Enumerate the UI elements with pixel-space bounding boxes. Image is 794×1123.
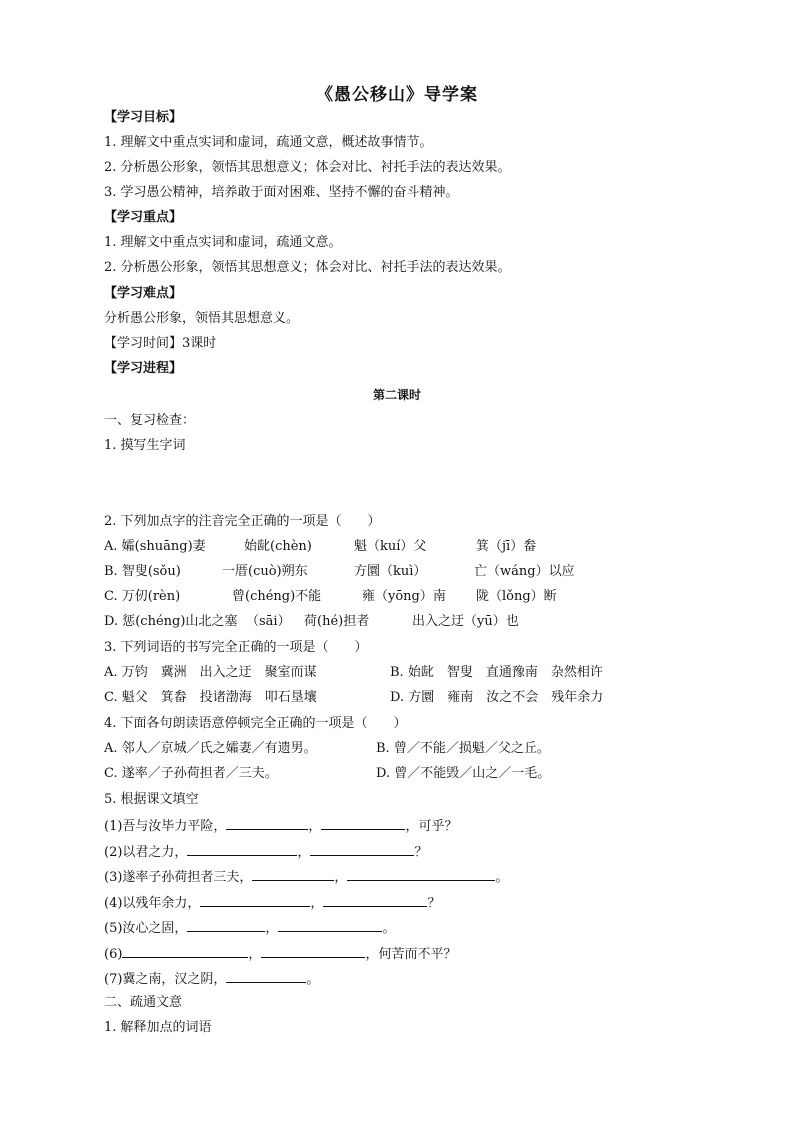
fill-prefix: (5)汝心之固， <box>104 921 188 936</box>
q2-option-d-3: 荷(hé)担者 <box>304 614 370 629</box>
fill-blank[interactable] <box>323 892 427 907</box>
difficulties-text: 分析愚公形象，领悟其思想意义。 <box>104 311 300 326</box>
fill-mid: ， <box>297 845 311 860</box>
key-point-item: 2. 分析愚公形象，领悟其思想意义；体会对比、衬托手法的表达效果。 <box>104 260 511 275</box>
q2-option-a-1: A. 孀(shuāng)妻 <box>104 539 206 554</box>
fill-suffix: 。 <box>306 972 320 987</box>
q3-option-b: B. 始龀 智叟 直通豫南 杂然相许 <box>390 665 603 680</box>
fill-blank[interactable] <box>310 841 414 856</box>
fill-line-3 <box>104 866 508 886</box>
study-time: 【学习时间】3课时 <box>104 336 217 351</box>
difficulties-heading: 【学习难点】 <box>104 286 183 301</box>
q2-option-c-2: 曾(chéng)不能 <box>232 589 322 604</box>
key-point-item: 1. 理解文中重点实词和虚词，疏通文意。 <box>104 235 342 250</box>
fill-suffix: ？ <box>414 845 428 860</box>
fill-prefix: (4)以残年余力， <box>104 896 201 911</box>
fill-line-7 <box>104 968 319 988</box>
part2-question-1: 1. 解释加点的词语 <box>104 1020 212 1035</box>
q2-option-c-3: 雍（yōng）南 <box>362 589 446 604</box>
q4-option-d: D. 曾／不能毁／山之／一毛。 <box>376 766 551 781</box>
q4-option-b: B. 曾／不能／损魁／父之丘。 <box>376 741 550 756</box>
fill-prefix: (3)遂率子孙荷担者三夫， <box>104 870 253 885</box>
part1-heading: 一、复习检查： <box>104 413 196 428</box>
objective-item: 2. 分析愚公形象，领悟其思想意义；体会对比、衬托手法的表达效果。 <box>104 160 511 175</box>
fill-blank[interactable] <box>122 943 248 958</box>
fill-line-6 <box>104 943 456 963</box>
fill-suffix: ，何苦而不平？ <box>365 947 457 962</box>
question-2-stem: 2. 下列加点字的注音完全正确的一项是（ ） <box>104 514 381 529</box>
fill-line-4 <box>104 892 440 912</box>
fill-suffix: 。 <box>382 921 396 936</box>
fill-suffix: ，可乎？ <box>405 819 458 834</box>
question-4-stem: 4. 下面各句朗读语意停顿完全正确的一项是（ ） <box>104 716 407 731</box>
fill-suffix: 。 <box>495 870 509 885</box>
process-heading: 【学习进程】 <box>104 361 183 376</box>
question-3-stem: 3. 下列词语的书写完全正确的一项是（ ） <box>104 640 368 655</box>
fill-mid: ， <box>310 896 324 911</box>
q3-option-a: A. 万钧 冀洲 出入之迂 聚室而谋 <box>104 665 317 680</box>
q2-option-a-4: 箕（jī）畚 <box>476 539 537 554</box>
question-1: 1. 摸写生字词 <box>104 438 186 453</box>
objectives-heading: 【学习目标】 <box>104 110 183 125</box>
fill-blank[interactable] <box>261 943 365 958</box>
objective-item: 1. 理解文中重点实词和虚词，疏通文意，概述故事情节。 <box>104 135 433 150</box>
page-title: 《愚公移山》导学案 <box>316 85 478 105</box>
fill-blank[interactable] <box>226 815 308 830</box>
fill-prefix: (6) <box>104 947 123 962</box>
q2-option-a-3: 魁（kuí）父 <box>354 539 427 554</box>
objective-item: 3. 学习愚公精神，培养敢于面对困难、坚持不懈的奋斗精神。 <box>104 185 459 200</box>
q2-option-b-1: B. 智叟(sǒu) <box>104 564 181 579</box>
fill-mid: ， <box>308 819 322 834</box>
part2-heading: 二、疏通文意 <box>104 995 183 1010</box>
q3-option-c: C. 魁父 箕畚 投诸渤海 叩石垦壤 <box>104 690 317 705</box>
fill-blank[interactable] <box>278 917 382 932</box>
q2-option-a-2: 始龀(chèn) <box>244 539 312 554</box>
fill-prefix: (1)吾与汝毕力平险， <box>104 819 227 834</box>
q2-option-b-3: 方圜（kuì） <box>354 564 427 579</box>
fill-mid: ， <box>248 947 262 962</box>
q2-option-c-1: C. 万仞(rèn) <box>104 589 181 604</box>
fill-line-2 <box>104 841 427 861</box>
fill-line-1 <box>104 815 457 835</box>
fill-blank[interactable] <box>252 866 334 881</box>
q2-option-b-4: 亡（wáng）以应 <box>474 564 575 579</box>
fill-blank[interactable] <box>347 866 495 881</box>
key-points-heading: 【学习重点】 <box>104 210 183 225</box>
q2-option-d-4: 出入之迂（yū）也 <box>412 614 519 629</box>
fill-prefix: (2)以君之力， <box>104 845 188 860</box>
q2-option-b-2: 一厝(cuò)朔东 <box>222 564 308 579</box>
q2-option-d-1: D. 惩(chéng)山北之塞 <box>104 614 238 629</box>
lesson-title: 第二课时 <box>372 388 421 402</box>
fill-blank[interactable] <box>200 892 310 907</box>
question-5-stem: 5. 根据课文填空 <box>104 792 199 807</box>
q2-option-d-2: （sāi） <box>246 614 291 629</box>
fill-mid: ， <box>265 921 279 936</box>
q3-option-d: D. 方圜 雍南 汝之不会 残年余力 <box>390 690 604 705</box>
fill-mid: ， <box>334 870 348 885</box>
fill-suffix: ？ <box>427 896 441 911</box>
q4-option-a: A. 邻人／京城／氏之孀妻／有遗男。 <box>104 741 317 756</box>
q4-option-c: C. 遂率／子孙荷担者／三夫。 <box>104 766 278 781</box>
fill-prefix: (7)冀之南，汉之阴， <box>104 972 227 987</box>
fill-blank[interactable] <box>226 968 306 983</box>
fill-line-5 <box>104 917 395 937</box>
fill-blank[interactable] <box>187 917 265 932</box>
q2-option-c-4: 陇（lǒng）断 <box>476 589 557 604</box>
fill-blank[interactable] <box>187 841 297 856</box>
fill-blank[interactable] <box>321 815 405 830</box>
